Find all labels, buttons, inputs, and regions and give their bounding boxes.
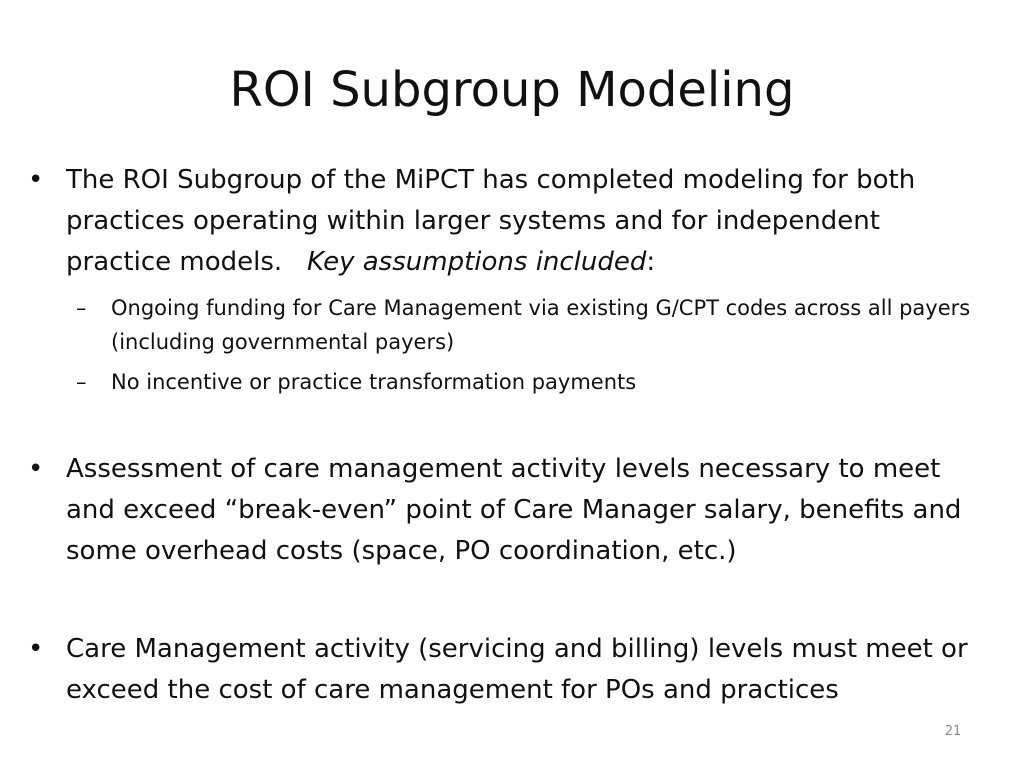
sub-bullet-text: Ongoing funding for Care Management via existing G/CPT codes across all payers (including governmental payers) (111, 296, 971, 354)
bullet-item-2 (26, 449, 986, 572)
bullet-text: Assessment of care management activity levels necessary to meet and exceed “break-even” point of Care Manager salary, benefits and some overhead costs (space, PO coordination, etc.) (66, 454, 962, 566)
bullet-text: The ROI Subgroup of the MiPCT has completed modeling for both practices operating within larger systems and for independent practice models. (66, 165, 916, 277)
sub-bullet-marker: – (76, 296, 87, 320)
sub-bullet-item-1 (76, 291, 986, 359)
sub-bullet-marker: – (76, 370, 87, 394)
bullet-emphasis-suffix: : (646, 247, 656, 277)
bullet-marker: • (28, 634, 44, 664)
bullet-text: Care Management activity (servicing and billing) levels must meet or exceed the cost of care management for POs and practices (66, 634, 968, 705)
sub-bullet-list (76, 291, 986, 399)
bullet-marker: • (28, 454, 44, 484)
sub-bullet-text: No incentive or practice transformation payments (111, 370, 637, 394)
page-number: 21 (944, 724, 962, 739)
bullet-item-1 (26, 160, 986, 283)
bullet-emphasis: Key assumptions included (306, 247, 647, 277)
bullet-item-3 (26, 629, 986, 711)
bullet-list-item (26, 449, 986, 572)
slide-title: ROI Subgroup Modeling (229, 62, 795, 118)
bullet-marker: • (28, 165, 44, 195)
sub-bullet-item-2 (76, 365, 986, 399)
bullet-list-item (26, 160, 986, 405)
bullet-list-item (26, 629, 986, 711)
